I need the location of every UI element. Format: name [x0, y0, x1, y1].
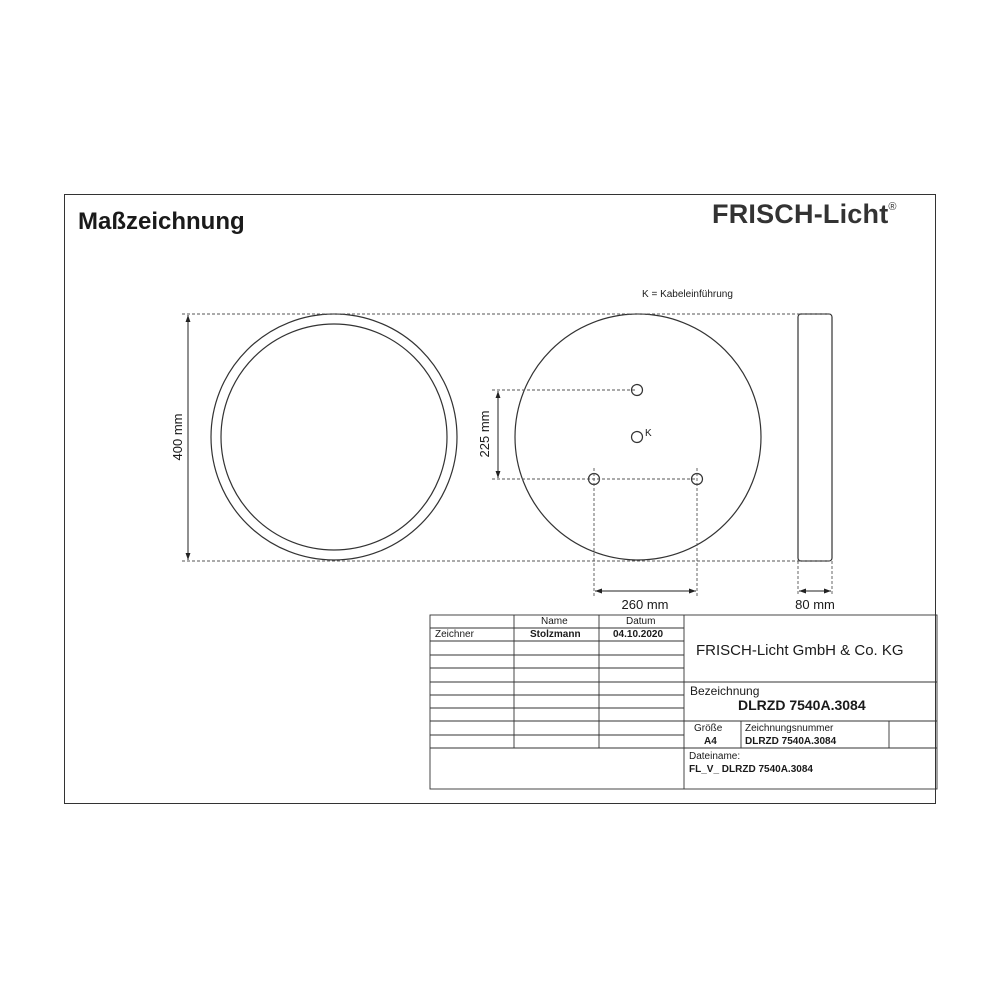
dimension-label-hole-vertical: 225 mm — [477, 410, 492, 458]
column-header-name: Name — [541, 616, 568, 627]
front-view-outer-circle — [211, 314, 457, 560]
cable-entry-legend: K = Kabeleinführung — [642, 289, 733, 300]
drawing-number-label: Zeichnungsnummer — [745, 723, 834, 734]
dimension-label-depth: 80 mm — [795, 597, 835, 612]
designation-label: Bezeichnung — [690, 684, 760, 698]
side-view-profile — [798, 314, 832, 561]
drafter-date: 04.10.2020 — [613, 629, 664, 640]
size-value: A4 — [704, 736, 717, 747]
back-view-circle — [515, 314, 761, 560]
drawing-number-value: DLRZD 7540A.3084 — [745, 736, 837, 747]
row-label-drafter: Zeichner — [435, 629, 474, 640]
dimension-label-hole-horizontal: 260 mm — [621, 597, 669, 612]
dimension-label-height: 400 mm — [170, 413, 185, 461]
page-title: Maßzeichnung — [78, 208, 245, 235]
size-label: Größe — [694, 723, 723, 734]
filename-label: Dateiname: — [689, 751, 741, 762]
title-block — [430, 615, 937, 789]
brand-name: FRISCH-Licht — [712, 199, 889, 229]
company-name: FRISCH-Licht GmbH & Co. KG — [696, 642, 904, 659]
filename-value: FL_V_ DLRZD 7540A.3084 — [689, 764, 813, 775]
front-view-inner-circle — [221, 324, 447, 550]
cable-entry-marker: K — [645, 428, 652, 439]
designation-value: DLRZD 7540A.3084 — [738, 697, 866, 713]
drafter-name: Stolzmann — [530, 629, 581, 640]
cable-entry-hole — [632, 432, 643, 443]
registered-mark: ® — [888, 201, 897, 213]
column-header-date: Datum — [626, 616, 656, 627]
